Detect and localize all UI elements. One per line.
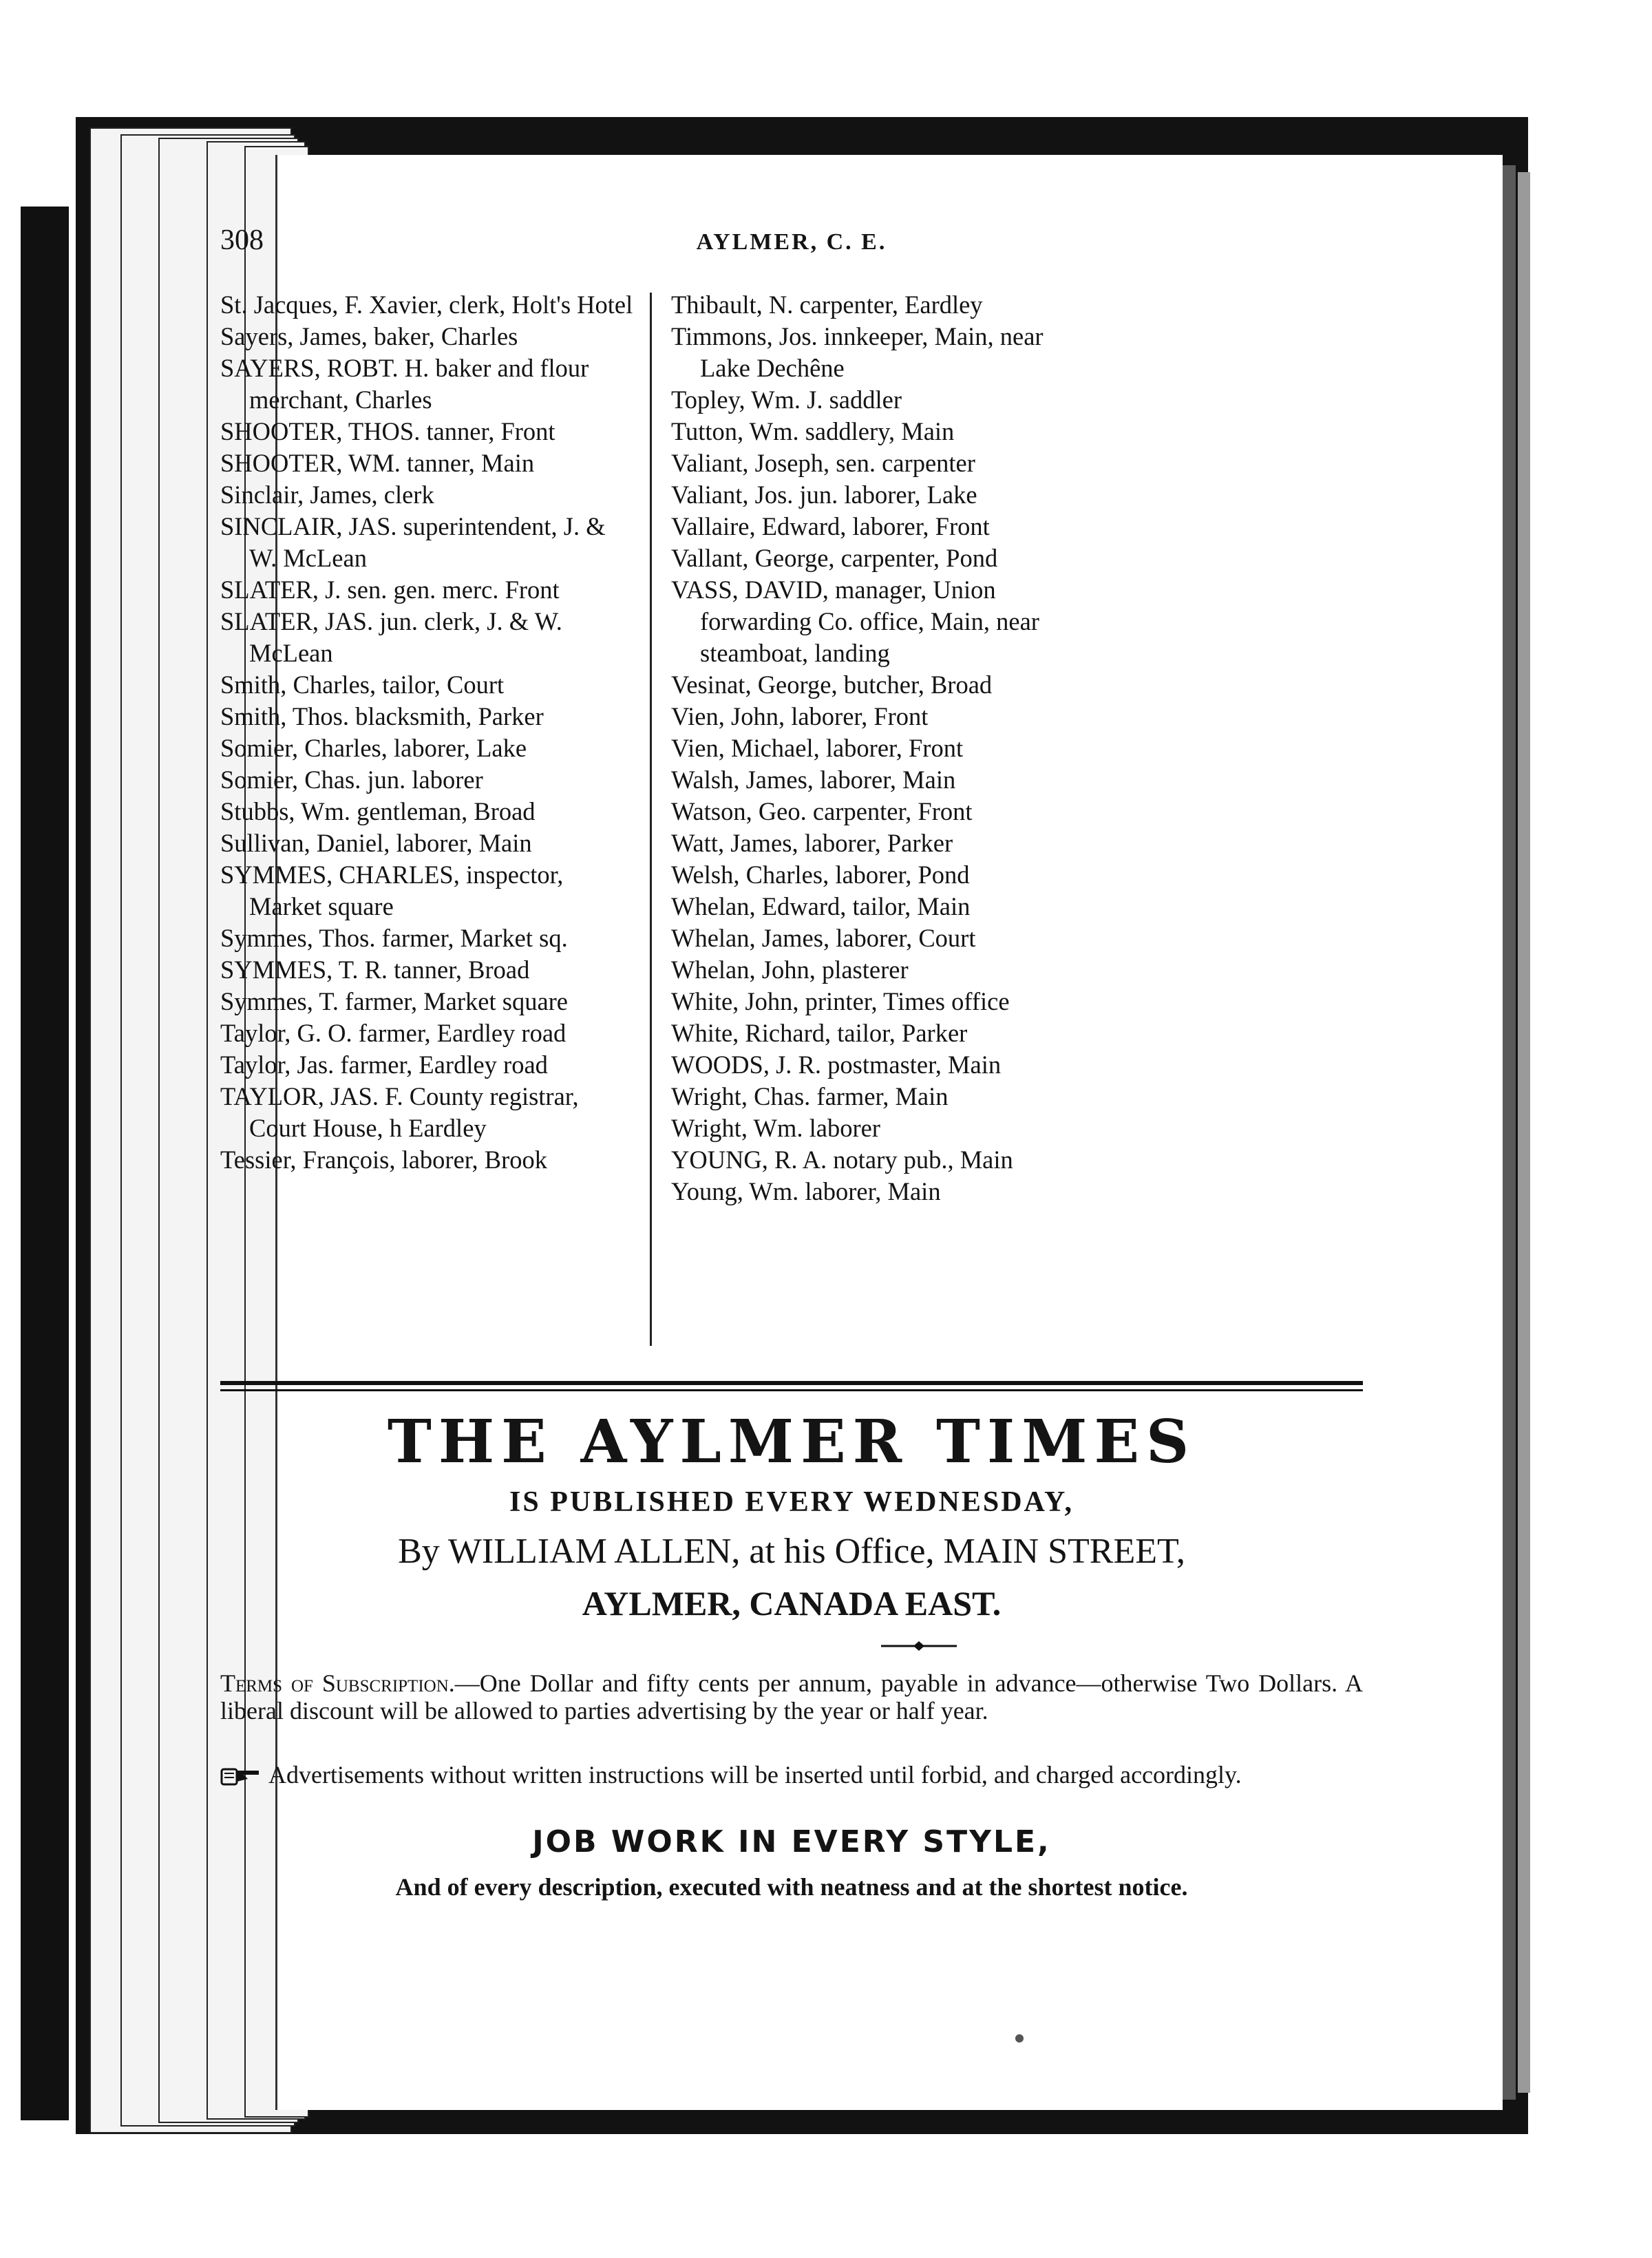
directory-entry: White, John, printer, Times office — [671, 987, 1010, 1015]
directory-entry: Tessier, François, laborer, Brook — [220, 1146, 547, 1174]
directory-entry: Wright, Chas. farmer, Main — [671, 1082, 949, 1110]
column-divider — [650, 293, 652, 1346]
directory-entry: SLATER, J. sen. gen. merc. Front — [220, 576, 560, 604]
page-number: 308 — [220, 224, 264, 256]
directory-entry: SLATER, JAS. jun. clerk, J. & W. McLean — [220, 607, 562, 667]
diamond-flourish-icon — [881, 1640, 957, 1652]
directory-entry: SHOOTER, WM. tanner, Main — [220, 449, 535, 477]
subscription-terms — [220, 1669, 1363, 1724]
notice-text: Advertisements without written instructions will be inserted until forbid, and charged accordingly. — [268, 1761, 1242, 1789]
directory-entry: Young, Wm. laborer, Main — [671, 1177, 941, 1205]
directory-entry: Valiant, Jos. jun. laborer, Lake — [671, 481, 977, 509]
directory-entry: Wright, Wm. laborer — [671, 1114, 880, 1142]
directory-entry: Taylor, G. O. farmer, Eardley road — [220, 1019, 566, 1047]
double-rule — [220, 1381, 1363, 1385]
directory-entry: Watt, James, laborer, Parker — [671, 829, 953, 857]
directory-entry: Tutton, Wm. saddlery, Main — [671, 417, 955, 445]
directory-entry: Somier, Chas. jun. laborer — [220, 766, 483, 794]
running-header — [220, 224, 1363, 265]
directory-entry: St. Jacques, F. Xavier, clerk, Holt's Hotel — [220, 291, 633, 319]
directory-entry: Vien, John, laborer, Front — [671, 702, 929, 730]
book-spine — [21, 207, 69, 2120]
advert-publisher: By WILLIAM ALLEN, at his Office, MAIN STREET, — [398, 1532, 1185, 1571]
directory-entry: Welsh, Charles, laborer, Pond — [671, 861, 970, 889]
directory-entry: SYMMES, T. R. tanner, Broad — [220, 956, 530, 984]
directory-column-right — [671, 289, 1091, 1207]
directory-entry: Valiant, Joseph, sen. carpenter — [671, 449, 975, 477]
right-page-edge — [1518, 172, 1530, 2093]
double-rule — [220, 1389, 1363, 1391]
directory-entry: Topley, Wm. J. saddler — [671, 386, 902, 414]
advert-place: AYLMER, CANADA EAST. — [582, 1584, 1002, 1623]
pointing-hand-icon — [220, 1765, 262, 1787]
terms-label: Terms of Subscription. — [220, 1669, 455, 1697]
directory-entry: White, Richard, tailor, Parker — [671, 1019, 968, 1047]
directory-entry: Watson, Geo. carpenter, Front — [671, 797, 973, 825]
directory-entry: Somier, Charles, laborer, Lake — [220, 734, 527, 762]
directory-entry: Whelan, James, laborer, Court — [671, 924, 976, 952]
directory-entry: Whelan, John, plasterer — [671, 956, 909, 984]
directory-entry: SYMMES, CHARLES, inspector, Market square — [220, 861, 564, 920]
directory-entry: SAYERS, ROBT. H. baker and flour merchant, Charles — [220, 354, 589, 414]
running-title: AYLMER, C. E. — [696, 229, 887, 255]
advert-published: IS PUBLISHED EVERY WEDNESDAY, — [509, 1486, 1074, 1518]
directory-entry: Smith, Charles, tailor, Court — [220, 671, 505, 699]
directory-entry: SHOOTER, THOS. tanner, Front — [220, 417, 555, 445]
directory-entry: Symmes, Thos. farmer, Market sq. — [220, 924, 568, 952]
directory-entry: YOUNG, R. A. notary pub., Main — [671, 1146, 1013, 1174]
directory-column-left — [220, 289, 637, 1176]
job-work-description: And of every description, executed with neatness and at the shortest notice. — [395, 1873, 1188, 1901]
print-speck — [1015, 2034, 1024, 2043]
directory-entry: Walsh, James, laborer, Main — [671, 766, 956, 794]
directory-entry: Sayers, James, baker, Charles — [220, 322, 518, 350]
directory-entry: Sinclair, James, clerk — [220, 481, 434, 509]
directory-entry: TAYLOR, JAS. F. County registrar, Court House, h Eardley — [220, 1082, 579, 1142]
directory-entry: WOODS, J. R. postmaster, Main — [671, 1051, 1002, 1079]
directory-entry: Symmes, T. farmer, Market square — [220, 987, 568, 1015]
directory-entry: Whelan, Edward, tailor, Main — [671, 892, 971, 920]
job-work-heading: JOB WORK IN EVERY STYLE, — [532, 1824, 1051, 1859]
advert-notice — [220, 1761, 1363, 1789]
directory-entry: Vallaire, Edward, laborer, Front — [671, 512, 990, 540]
directory-entry: Vallant, George, carpenter, Pond — [671, 544, 998, 572]
directory-entry: Timmons, Jos. innkeeper, Main, near Lake Dechêne — [671, 322, 1044, 382]
directory-entry: SINCLAIR, JAS. superintendent, J. & W. McLean — [220, 512, 606, 572]
directory-entry: Vesinat, George, butcher, Broad — [671, 671, 993, 699]
directory-entry: Sullivan, Daniel, laborer, Main — [220, 829, 532, 857]
directory-entry: Stubbs, Wm. gentleman, Broad — [220, 797, 536, 825]
directory-entry: Thibault, N. carpenter, Eardley — [671, 291, 983, 319]
terms-text: —One Dollar and fifty cents per annum, payable in advance—otherwise Two Dollars. A liberal discount will be allowed to parties advertising by the year or half year. — [220, 1669, 1363, 1724]
directory-entry: VASS, DAVID, manager, Union forwarding Co. office, Main, near steamboat, landing — [671, 576, 1039, 667]
right-page-edge — [1501, 165, 1516, 2100]
advert-title: THE AYLMER TIMES — [387, 1407, 1196, 1477]
directory-entry: Smith, Thos. blacksmith, Parker — [220, 702, 544, 730]
directory-entry: Taylor, Jas. farmer, Eardley road — [220, 1051, 548, 1079]
directory-entry: Vien, Michael, laborer, Front — [671, 734, 964, 762]
